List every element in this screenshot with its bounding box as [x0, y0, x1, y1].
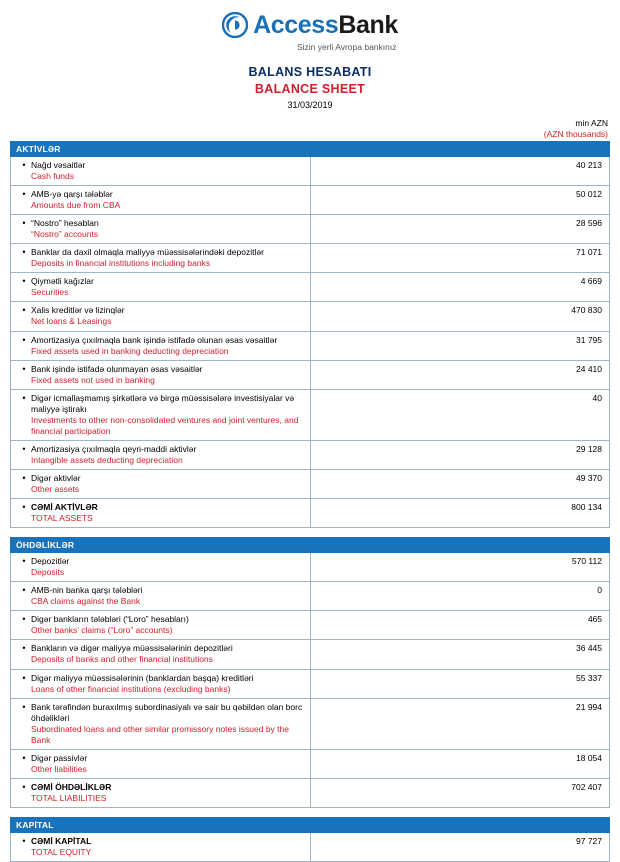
row-value: 31 795 — [576, 334, 602, 345]
row-label-lines — [31, 702, 306, 746]
bullet-icon: • — [22, 247, 26, 258]
table-row — [11, 499, 610, 528]
table-row — [11, 302, 610, 331]
row-label-en: CBA claims against the Bank — [31, 596, 141, 607]
row-label-az: “Nostro” hesabları — [31, 218, 100, 229]
row-value: 29 128 — [576, 443, 602, 454]
table-row — [11, 640, 610, 669]
row-value-cell — [310, 582, 610, 611]
section-header-row — [11, 538, 610, 553]
row-label-en: Loans of other financial institutions (excluding banks) — [31, 683, 231, 694]
table-row — [11, 215, 610, 244]
row-label-az: Depozitlər — [31, 556, 70, 567]
units-az: min AZN — [575, 118, 608, 128]
bullet-icon: • — [22, 443, 26, 454]
row-value: 465 — [587, 614, 602, 625]
row-label-cell — [11, 331, 311, 360]
row-label-lines — [31, 160, 306, 182]
row-label-cell — [11, 749, 311, 778]
row-label-wrapper — [17, 160, 306, 182]
bullet-icon: • — [22, 672, 26, 683]
row-value-cell — [310, 331, 610, 360]
row-label-en: Other banks’ claims (“Loro” accounts) — [31, 625, 173, 636]
row-value: 55 337 — [576, 672, 602, 683]
table-row — [11, 156, 610, 185]
row-value: 28 596 — [576, 218, 602, 229]
row-label-cell — [11, 440, 311, 469]
row-label-az: Amortizasiya çıxılmaqla bank işində istifadə olunan əsas vəsaitlər — [31, 334, 278, 345]
row-label-lines — [31, 189, 306, 211]
bullet-icon: • — [22, 276, 26, 287]
row-value-cell — [310, 778, 610, 807]
row-label-az: CƏMİ ÖHDƏLİKLƏR — [31, 781, 112, 792]
row-label-en: Amounts due from CBA — [31, 200, 121, 211]
row-label-az: Nağd vəsaitlər — [31, 159, 86, 170]
row-label-az: CƏMİ KAPİTAL — [31, 836, 92, 846]
row-label-wrapper — [17, 276, 306, 298]
row-value-cell — [310, 389, 610, 440]
row-label-lines — [31, 836, 306, 858]
row-label-wrapper — [17, 364, 306, 386]
table-row — [11, 553, 610, 582]
row-label-en: “Nostro” accounts — [31, 229, 99, 240]
row-label-en: Other liabilities — [31, 763, 87, 774]
row-label-en: Securities — [31, 287, 69, 298]
section-table — [10, 817, 610, 862]
row-label-wrapper — [17, 643, 306, 665]
row-label-wrapper — [17, 673, 306, 695]
bullet-icon: • — [22, 556, 26, 567]
row-label-az: Xalis kreditlər və lizinqlər — [31, 305, 125, 316]
row-label-wrapper — [17, 473, 306, 495]
row-label-en: TOTAL EQUITY — [31, 847, 92, 858]
row-label-wrapper — [17, 393, 306, 437]
row-label-cell — [11, 389, 311, 440]
table-row — [11, 389, 610, 440]
table-row — [11, 749, 610, 778]
row-label-az: AMB-yə qarşı tələblər — [31, 189, 113, 200]
report-date: 31/03/2019 — [287, 100, 333, 110]
table-row — [11, 833, 610, 862]
row-label-az: Amortizasiya çıxılmaqla qeyri-maddi aktivlər — [31, 443, 197, 454]
table-row — [11, 698, 610, 749]
row-value-cell — [310, 273, 610, 302]
row-label-az: Bank işində istifadə olunmayan əsas vəsaitlər — [31, 363, 203, 374]
row-label-az: Banklar da daxil olmaqla maliyyə müəssisələrindəki depozitlər — [31, 247, 264, 258]
row-label-wrapper — [17, 702, 306, 746]
units-en: (AZN thousands) — [543, 129, 608, 140]
bullet-icon: • — [22, 305, 26, 316]
bullet-icon: • — [22, 643, 26, 654]
row-value-cell — [310, 440, 610, 469]
row-value-cell — [310, 469, 610, 498]
row-label-cell — [11, 273, 311, 302]
row-value-cell — [310, 749, 610, 778]
row-value: 570 112 — [571, 556, 602, 567]
row-value: 0 — [597, 585, 602, 596]
row-label-lines — [31, 335, 306, 357]
units-note — [10, 118, 610, 141]
row-value-cell — [310, 499, 610, 528]
row-value-cell — [310, 302, 610, 331]
logo — [222, 12, 398, 38]
row-label-az: Digər aktivlər — [31, 472, 81, 483]
row-value-cell — [310, 611, 610, 640]
section-header-row — [11, 818, 610, 833]
row-label-lines — [31, 393, 306, 437]
row-value: 702 407 — [571, 781, 602, 792]
row-label-lines — [31, 643, 306, 665]
row-label-wrapper — [17, 247, 306, 269]
row-label-cell — [11, 186, 311, 215]
bullet-icon: • — [22, 472, 26, 483]
logo-text-access: Access — [253, 10, 339, 39]
row-label-az: CƏMİ AKTİVLƏR — [31, 502, 98, 513]
row-label-wrapper — [17, 502, 306, 524]
page-title-az: BALANS HESABATI — [248, 65, 372, 79]
section-header-row — [11, 141, 610, 156]
row-value: 36 445 — [576, 643, 602, 654]
row-value: 71 071 — [576, 247, 602, 258]
bullet-icon: • — [22, 701, 26, 712]
row-label-cell — [11, 698, 311, 749]
row-label-az: Digər passivlər — [31, 752, 88, 763]
table-row — [11, 582, 610, 611]
row-value-cell — [310, 553, 610, 582]
row-label-cell — [11, 499, 311, 528]
table-row — [11, 244, 610, 273]
logo-tagline: Sizin yerli Avropa bankınız — [296, 42, 397, 52]
bullet-icon: • — [22, 159, 26, 170]
row-label-cell — [11, 669, 311, 698]
table-row — [11, 469, 610, 498]
table-row — [11, 611, 610, 640]
brand-header — [10, 0, 610, 52]
row-label-lines — [31, 473, 306, 495]
row-label-az: Bank tərəfindən buraxılmış subordinasiyalı və sair bu qəbildən olan borc öhdəlikləri — [31, 701, 303, 723]
row-label-az: Bankların və digər maliyyə müəssisələrinin depozitləri — [31, 643, 233, 654]
row-label-en: Fixed assets used in banking deducting depreciation — [31, 345, 229, 356]
table-row — [11, 360, 610, 389]
row-label-lines — [31, 556, 306, 578]
row-label-cell — [11, 215, 311, 244]
row-value: 21 994 — [576, 701, 602, 712]
row-label-lines — [31, 247, 306, 269]
row-value-cell — [310, 698, 610, 749]
row-label-en: Subordinated loans and other similar promissory notes issued by the Bank — [31, 723, 289, 745]
row-label-lines — [31, 673, 306, 695]
page-title-en: BALANCE SHEET — [254, 82, 366, 96]
row-label-az: Digər maliyyə müəssisələrinin (banklardan başqa) kreditləri — [31, 672, 254, 683]
row-label-cell — [11, 553, 311, 582]
row-value-cell — [310, 640, 610, 669]
row-label-lines — [31, 782, 306, 804]
logo-text-bank: Bank — [338, 10, 398, 39]
table-row — [11, 778, 610, 807]
row-label-lines — [31, 218, 306, 240]
financial-tables — [10, 141, 610, 862]
row-label-en: Fixed assets not used in banking — [31, 374, 155, 385]
row-value-cell — [310, 360, 610, 389]
table-row — [11, 440, 610, 469]
row-label-wrapper — [17, 189, 306, 211]
table-row — [11, 186, 610, 215]
bullet-icon: • — [22, 585, 26, 596]
row-value-cell — [310, 244, 610, 273]
row-label-en: TOTAL LIABILITIES — [31, 792, 107, 803]
bullet-icon: • — [22, 752, 26, 763]
row-label-lines — [31, 585, 306, 607]
table-row — [11, 273, 610, 302]
bullet-icon: • — [22, 218, 26, 229]
row-label-wrapper — [17, 305, 306, 327]
bullet-icon: • — [22, 836, 26, 846]
row-label-wrapper — [17, 753, 306, 775]
row-label-lines — [31, 364, 306, 386]
row-label-cell — [11, 302, 311, 331]
bullet-icon: • — [22, 781, 26, 792]
row-label-wrapper — [17, 782, 306, 804]
row-label-en: Other assets — [31, 484, 80, 495]
row-label-en: Investments to other non-consolidated ventures and joint ventures, and financial participation — [31, 414, 299, 436]
row-label-wrapper — [17, 585, 306, 607]
row-value: 49 370 — [576, 472, 602, 483]
row-value: 24 410 — [576, 363, 602, 374]
row-label-lines — [31, 614, 306, 636]
row-label-wrapper — [17, 218, 306, 240]
row-value: 97 727 — [576, 836, 602, 846]
row-label-az: Digər icmallaşmamış şirkətlərə və birgə müəssisələrə investisiyalar və maliyyə iştirakı — [31, 392, 295, 414]
row-label-en: Net loans & Leasings — [31, 316, 112, 327]
table-row — [11, 669, 610, 698]
document-titles — [10, 65, 610, 110]
row-value: 40 213 — [576, 159, 602, 170]
section-table — [10, 537, 610, 808]
row-label-en: Deposits of banks and other financial institutions — [31, 654, 213, 665]
row-label-en: TOTAL ASSETS — [31, 513, 93, 524]
row-label-cell — [11, 360, 311, 389]
row-label-wrapper — [17, 335, 306, 357]
row-value: 50 012 — [576, 189, 602, 200]
row-label-lines — [31, 444, 306, 466]
row-label-wrapper — [17, 444, 306, 466]
bullet-icon: • — [22, 392, 26, 403]
row-label-lines — [31, 502, 306, 524]
row-value: 470 830 — [571, 305, 602, 316]
table-row — [11, 331, 610, 360]
section-table — [10, 141, 610, 528]
row-value: 40 — [592, 392, 602, 403]
row-label-wrapper — [17, 614, 306, 636]
row-label-cell — [11, 156, 311, 185]
bullet-icon: • — [22, 502, 26, 513]
row-value-cell — [310, 186, 610, 215]
row-label-en: Intangible assets deducting depreciation — [31, 454, 183, 465]
row-value: 4 669 — [580, 276, 602, 287]
row-label-cell — [11, 778, 311, 807]
row-label-cell — [11, 469, 311, 498]
row-value-cell — [310, 215, 610, 244]
row-label-en: Deposits in financial institutions including banks — [31, 258, 211, 269]
section-header-label: AKTİVLƏR — [11, 141, 610, 156]
logo-text — [253, 10, 398, 39]
access-bank-swirl-icon — [222, 12, 248, 38]
row-label-en: Cash funds — [31, 170, 74, 181]
row-label-wrapper — [17, 556, 306, 578]
bullet-icon: • — [22, 363, 26, 374]
row-value-cell — [310, 156, 610, 185]
row-label-en: Deposits — [31, 567, 65, 578]
row-value: 18 054 — [576, 752, 602, 763]
section-header-label: ÖHDƏLİKLƏR — [11, 538, 610, 553]
row-value-cell — [310, 669, 610, 698]
row-label-cell — [11, 833, 311, 862]
row-value: 800 134 — [571, 502, 602, 513]
row-label-cell — [11, 582, 311, 611]
row-label-cell — [11, 611, 311, 640]
row-value-cell — [310, 833, 610, 862]
row-label-lines — [31, 276, 306, 298]
row-label-az: AMB-nin banka qarşı tələbləri — [31, 585, 143, 596]
section-header-label: KAPİTAL — [11, 818, 610, 833]
bullet-icon: • — [22, 334, 26, 345]
row-label-wrapper — [17, 836, 306, 858]
row-label-cell — [11, 244, 311, 273]
bullet-icon: • — [22, 614, 26, 625]
row-label-cell — [11, 640, 311, 669]
bullet-icon: • — [22, 189, 26, 200]
row-label-az: Digər bankların tələbləri (“Loro” hesabları) — [31, 614, 189, 625]
row-label-az: Qiymətli kağızlar — [31, 276, 94, 287]
row-label-lines — [31, 305, 306, 327]
row-label-lines — [31, 753, 306, 775]
